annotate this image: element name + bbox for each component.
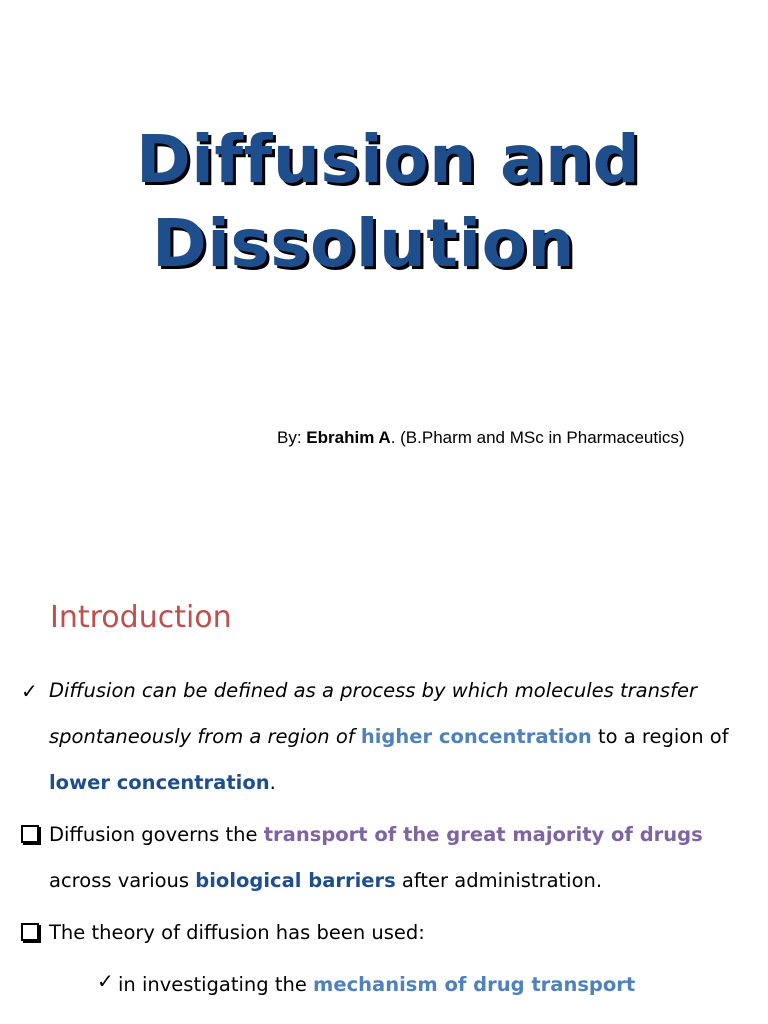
highlight-text: lower concentration [49, 771, 270, 794]
highlight-text: biological barriers [195, 869, 396, 892]
text-run: after administration. [395, 869, 603, 892]
bullet-text [49, 679, 729, 794]
author-byline [277, 428, 685, 448]
text-run: . [269, 771, 276, 794]
author-name: Ebrahim A [306, 428, 391, 447]
byline-credentials: . (B.Pharm and MSc in Pharmaceutics) [390, 428, 685, 447]
checkbox-icon [21, 812, 39, 858]
sub-bullet-item-mechanism [0, 962, 768, 1008]
text-run: Diffusion can be defined as a process by which molecules transfer spontaneously from a region of [49, 679, 697, 748]
text-run: to a region of [591, 725, 729, 748]
highlight-text: mechanism of drug transport [313, 973, 636, 996]
highlight-text: transport of the great majority of drugs [263, 823, 703, 846]
byline-prefix: By: [277, 428, 307, 447]
bullet-list [0, 668, 768, 1008]
text-run: Diffusion governs the [49, 823, 264, 846]
bullet-item-transport [0, 812, 768, 904]
bullet-item-definition [0, 668, 768, 806]
text-run: across various [49, 869, 196, 892]
document-title [136, 118, 640, 286]
checkmark-icon: ✓ [97, 969, 114, 993]
bullet-item-theory [0, 910, 768, 956]
checkbox-icon [21, 910, 39, 956]
sub-bullet-text [118, 973, 635, 996]
title-line-1: Diffusion and [136, 121, 641, 198]
title-line-2: Dissolution [152, 205, 575, 282]
checkmark-icon: ✓ [21, 679, 38, 703]
highlight-text: higher concentration [360, 725, 592, 748]
text-run: in investigating the [118, 973, 314, 996]
bullet-text [49, 823, 703, 892]
section-heading: Introduction [50, 600, 232, 635]
bullet-text: The theory of diffusion has been used: [49, 921, 425, 944]
